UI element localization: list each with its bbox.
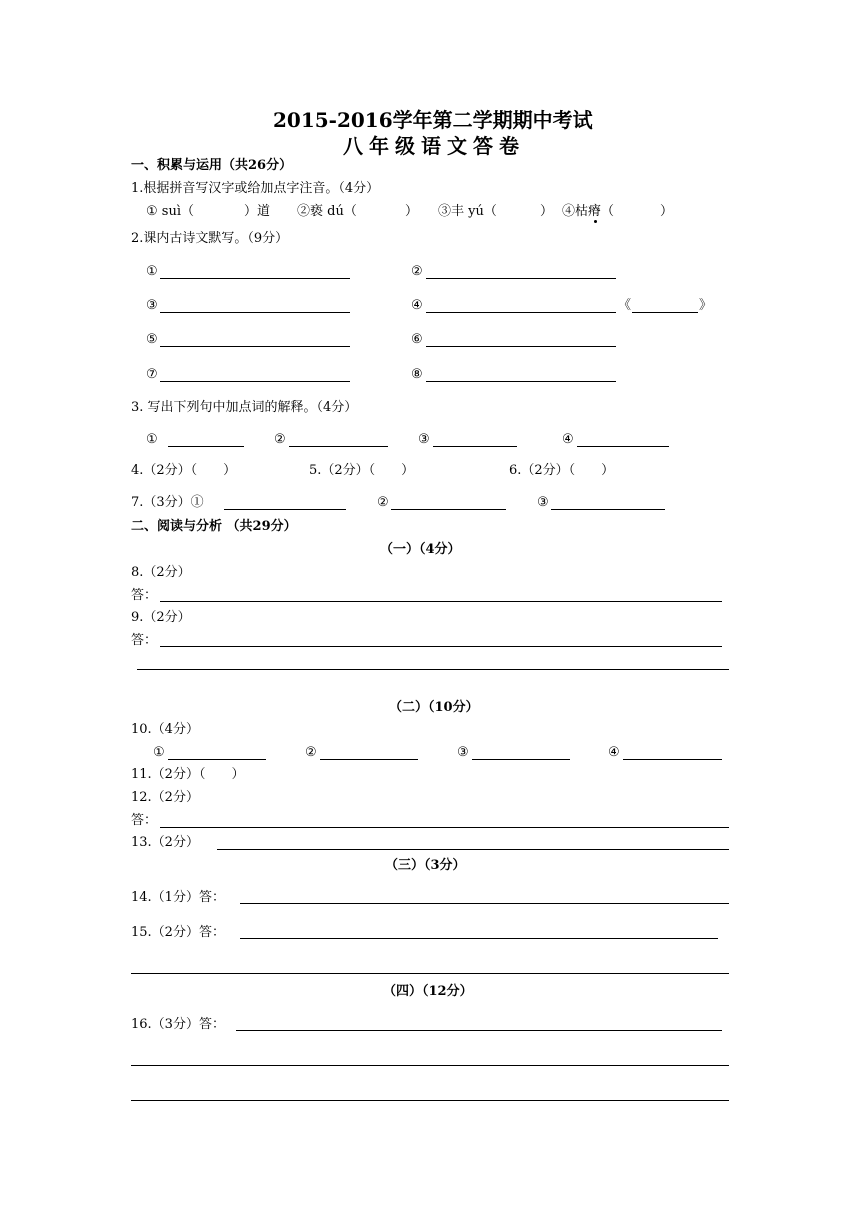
q2-answer-line-7[interactable] (160, 381, 350, 382)
q2-answer-line-2[interactable] (426, 278, 616, 279)
section2-heading: 二、阅读与分析 （共29分） (131, 519, 297, 534)
q8-answer-label: 答： (131, 588, 158, 603)
q7-answer-line-1[interactable] (224, 509, 346, 510)
q2-book-close: 》 (699, 298, 713, 313)
q15-label: 15.（2分）答： (131, 925, 225, 940)
q15-answer-line-1[interactable] (240, 938, 718, 939)
part1-heading: （一）（4分） (380, 542, 461, 557)
q10-answer-line-1[interactable] (168, 759, 266, 760)
q1-item-3b: ） (540, 204, 554, 219)
q1-item-4-open: （ (601, 204, 615, 219)
q3-mark-3: ③ (418, 432, 430, 447)
q13-label: 13.（2分） (131, 835, 199, 850)
q13-answer-line[interactable] (217, 849, 729, 850)
q2-mark-4: ④ (411, 298, 423, 313)
q3-answer-line-2[interactable] (289, 446, 388, 447)
q2-mark-8: ⑧ (411, 367, 423, 382)
section1-heading: 一、积累与运用（共26分） (131, 158, 293, 173)
q10-mark-3: ③ (457, 745, 469, 760)
q2-book-open: 《 (618, 298, 632, 313)
q3-mark-2: ② (274, 432, 286, 447)
q2-mark-3: ③ (146, 298, 158, 313)
q1-item-4-prefix: ④枯 (562, 204, 589, 219)
q10-mark-4: ④ (608, 745, 620, 760)
q14-label: 14.（1分）答： (131, 890, 225, 905)
q2-mark-6: ⑥ (411, 332, 423, 347)
q10-mark-1: ① (153, 745, 165, 760)
q2-answer-line-6[interactable] (426, 346, 616, 347)
q2-mark-7: ⑦ (146, 367, 158, 382)
q10-mark-2: ② (305, 745, 317, 760)
q10-answer-line-2[interactable] (320, 759, 418, 760)
q6-label: 6.（2分）（ ） (509, 463, 615, 478)
q15-answer-line-2[interactable] (131, 973, 729, 974)
q2-mark-1: ① (146, 264, 158, 279)
q10-label: 10.（4分） (131, 722, 199, 737)
q1-item-3a: ③丰 yú（ (438, 204, 497, 219)
q9-label: 9.（2分） (131, 610, 191, 625)
q1-item-2b: ） (405, 204, 419, 219)
q7-mark-3: ③ (537, 495, 549, 510)
q7-label: 7.（3分）① (131, 495, 204, 510)
q2-mark-2: ② (411, 264, 423, 279)
q2-book-title-line[interactable] (632, 312, 698, 313)
q1-item-4b: ） (660, 204, 674, 219)
q10-answer-line-4[interactable] (623, 759, 722, 760)
exam-title: 2015-2016学年第二学期期中考试 (273, 108, 593, 132)
q12-label: 12.（2分） (131, 790, 199, 805)
q3-mark-1: ① (146, 432, 158, 447)
q1-item-2a: ②亵 dú（ (297, 204, 357, 219)
q3-answer-line-1[interactable] (168, 446, 244, 447)
q16-label: 16.（3分）答： (131, 1017, 225, 1032)
q16-answer-line-2[interactable] (131, 1065, 729, 1066)
q11-label: 11.（2分）（ ） (131, 767, 245, 782)
q7-mark-2: ② (377, 495, 389, 510)
q2-answer-line-1[interactable] (160, 278, 350, 279)
q2-mark-5: ⑤ (146, 332, 158, 347)
q2-answer-line-5[interactable] (160, 346, 350, 347)
q8-answer-line[interactable] (160, 601, 722, 602)
q1-dotted-char: 瘠 (588, 204, 602, 219)
q3-answer-line-4[interactable] (577, 446, 669, 447)
q1-label: 1.根据拼音写汉字或给加点字注音。（4分） (131, 181, 380, 196)
q7-answer-line-3[interactable] (551, 509, 665, 510)
q1-item-1b: ）道 (244, 204, 271, 219)
q3-label: 3. 写出下列句中加点词的解释。（4分） (131, 400, 358, 415)
q9-answer-line-1[interactable] (160, 646, 722, 647)
q16-answer-line-1[interactable] (236, 1030, 722, 1031)
q2-answer-line-3[interactable] (160, 312, 350, 313)
q4-label: 4.（2分）（ ） (131, 463, 237, 478)
q12-answer-line[interactable] (160, 827, 729, 828)
q1-item-1a: ① suì（ (146, 204, 194, 219)
q14-answer-line[interactable] (240, 903, 729, 904)
q9-answer-line-2[interactable] (137, 669, 729, 670)
part2-heading: （二）（10分） (389, 700, 479, 715)
q2-answer-line-4[interactable] (426, 312, 616, 313)
exam-subtitle: 八年级语文答卷 (343, 134, 525, 158)
q12-answer-label: 答： (131, 813, 158, 828)
q2-label: 2.课内古诗文默写。（9分） (131, 231, 289, 246)
q3-mark-4: ④ (562, 432, 574, 447)
q8-label: 8.（2分） (131, 565, 191, 580)
q10-answer-line-3[interactable] (472, 759, 570, 760)
q2-answer-line-8[interactable] (426, 381, 616, 382)
part3-heading: （三）（3分） (385, 858, 466, 873)
q5-label: 5.（2分）（ ） (309, 463, 415, 478)
part4-heading: （四）（12分） (383, 984, 473, 999)
q1-item-4a (562, 204, 614, 220)
q16-answer-line-3[interactable] (131, 1100, 729, 1101)
q9-answer-label: 答： (131, 633, 158, 648)
q7-answer-line-2[interactable] (391, 509, 506, 510)
q3-answer-line-3[interactable] (433, 446, 517, 447)
